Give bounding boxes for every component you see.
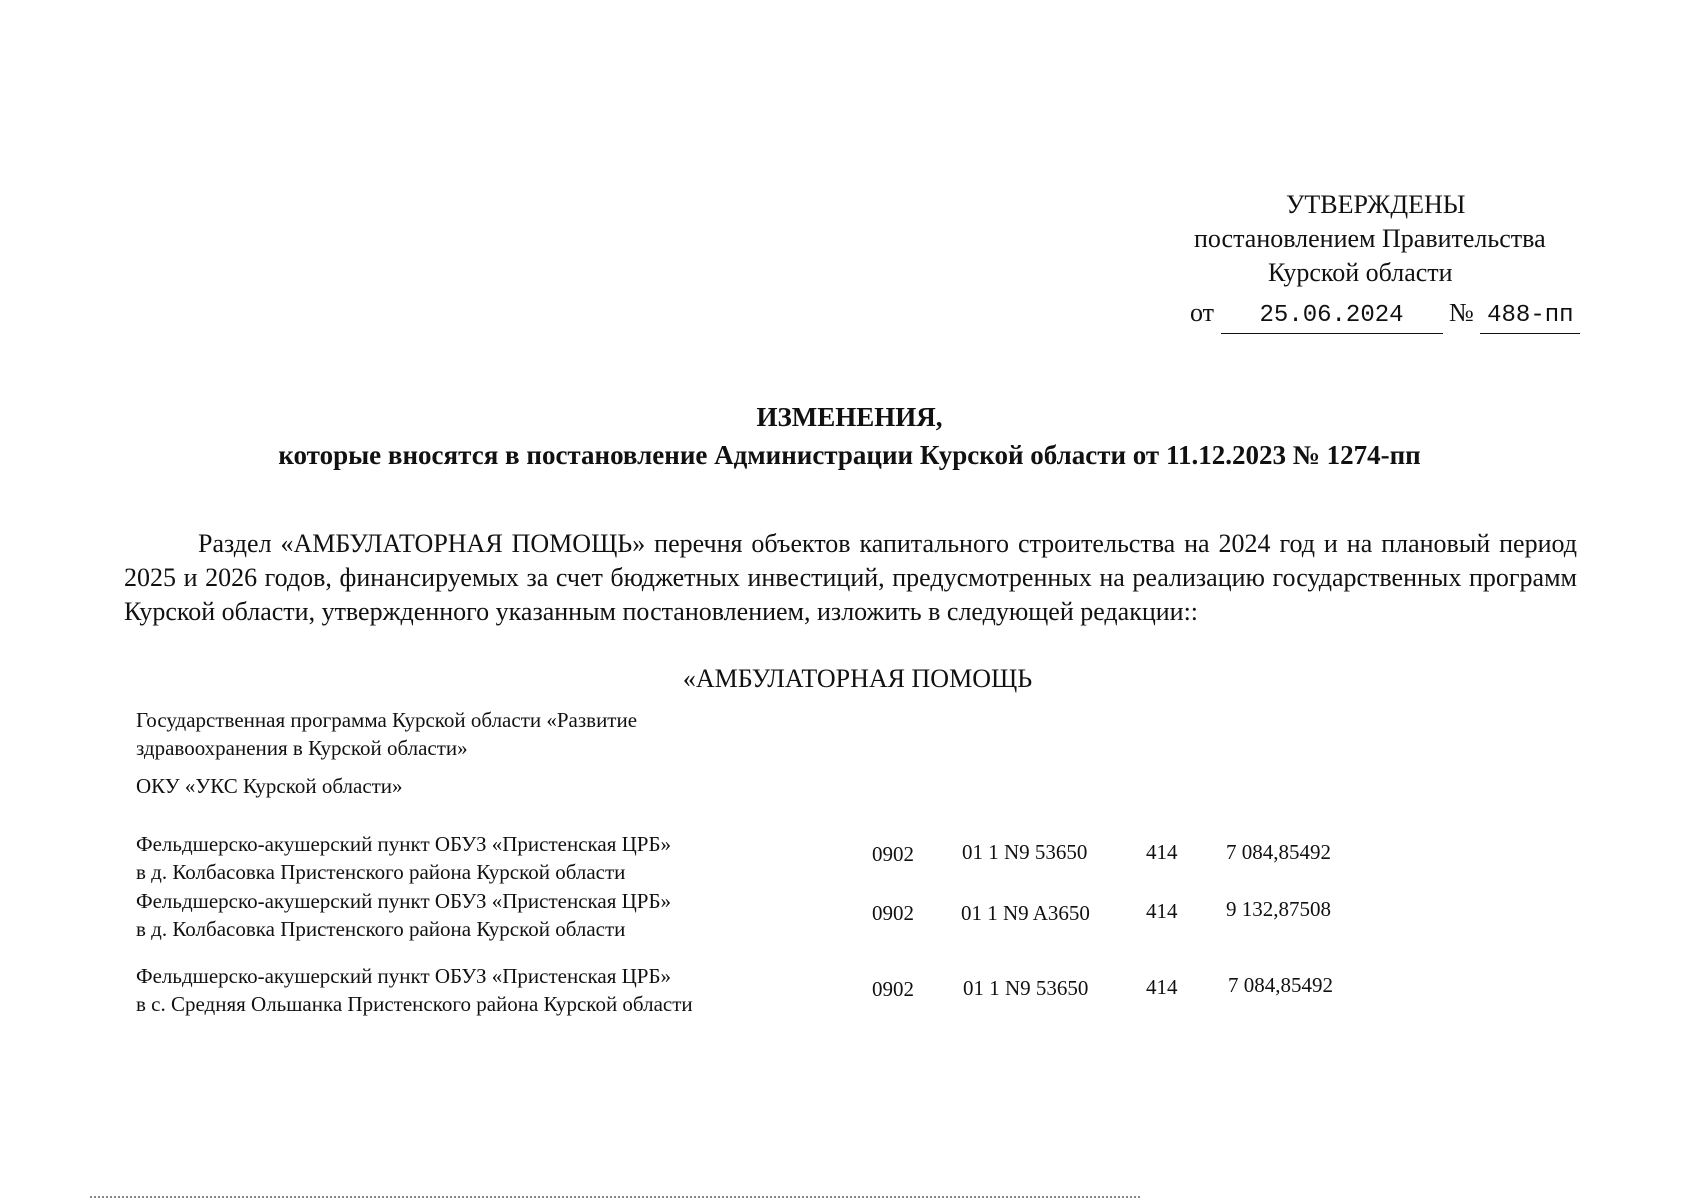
approval-number: 488-пп xyxy=(1480,299,1580,334)
amount: 7 084,85492 xyxy=(1228,973,1333,997)
expense-type: 414 xyxy=(1146,899,1178,923)
program-line-2: здравоохранения в Курской области» xyxy=(136,736,468,760)
object-name xyxy=(136,830,836,886)
object-name-line-1: Фельдшерско-акушерский пункт ОБУЗ «Пристенская ЦРБ» xyxy=(136,964,672,988)
object-name-line-2: в д. Колбасовка Пристенского района Курской области xyxy=(136,860,626,884)
target-code: 01 1 N9 A3650 xyxy=(961,901,1090,925)
target-code: 01 1 N9 53650 xyxy=(963,976,1089,1000)
object-name-line-1: Фельдшерско-акушерский пункт ОБУЗ «Пристенская ЦРБ» xyxy=(136,889,672,913)
from-label: от xyxy=(1190,298,1215,327)
approval-line-3: Курской области xyxy=(1268,258,1453,287)
object-name-line-2: в с. Средняя Ольшанка Пристенского района Курской области xyxy=(136,992,693,1016)
program-name xyxy=(136,706,637,800)
body-paragraph: Раздел «АМБУЛАТОРНАЯ ПОМОЩЬ» перечня объектов капитального строительства на 2024 год и на плановый период 2025 и 2026 годов, финансируемых за счет бюджетных инвестиций, предусмотренных на реализацию государственных программ Курской области, утвержденного указанным постановлением, изложить в следующей редакции:: xyxy=(124,529,1577,626)
approval-date-number xyxy=(1160,296,1600,334)
expense-type: 414 xyxy=(1146,975,1178,999)
object-name-line-1: Фельдшерско-акушерский пункт ОБУЗ «Пристенская ЦРБ» xyxy=(136,832,672,856)
approval-title: УТВЕРЖДЕНЫ xyxy=(1286,190,1466,219)
target-code: 01 1 N9 53650 xyxy=(962,840,1088,864)
scan-artifact-divider xyxy=(90,1196,1140,1198)
section-code: 0902 xyxy=(872,842,914,866)
amount: 7 084,85492 xyxy=(1226,840,1331,864)
program-customer: ОКУ «УКС Курской области» xyxy=(136,774,403,798)
approval-block xyxy=(1160,188,1600,334)
document-subheading: которые вносятся в постановление Администрации Курской области от 11.12.2023 № 1274-пп xyxy=(278,440,1421,470)
approval-date: 25.06.2024 xyxy=(1221,299,1443,334)
program-line-1: Государственная программа Курской области «Развитие xyxy=(136,708,638,732)
amount: 9 132,87508 xyxy=(1226,897,1331,921)
document-heading: ИЗМЕНЕНИЯ, xyxy=(756,402,943,432)
approval-line-2: постановлением Правительства xyxy=(1194,224,1546,253)
section-title: «АМБУЛАТОРНАЯ ПОМОЩЬ xyxy=(682,664,1033,693)
object-name-line-2: в д. Колбасовка Пристенского района Курской области xyxy=(136,917,626,941)
number-label: № xyxy=(1449,298,1474,327)
section-code: 0902 xyxy=(872,977,914,1001)
object-name xyxy=(136,962,836,1018)
object-name xyxy=(136,887,836,943)
section-code: 0902 xyxy=(872,901,914,925)
expense-type: 414 xyxy=(1146,840,1178,864)
